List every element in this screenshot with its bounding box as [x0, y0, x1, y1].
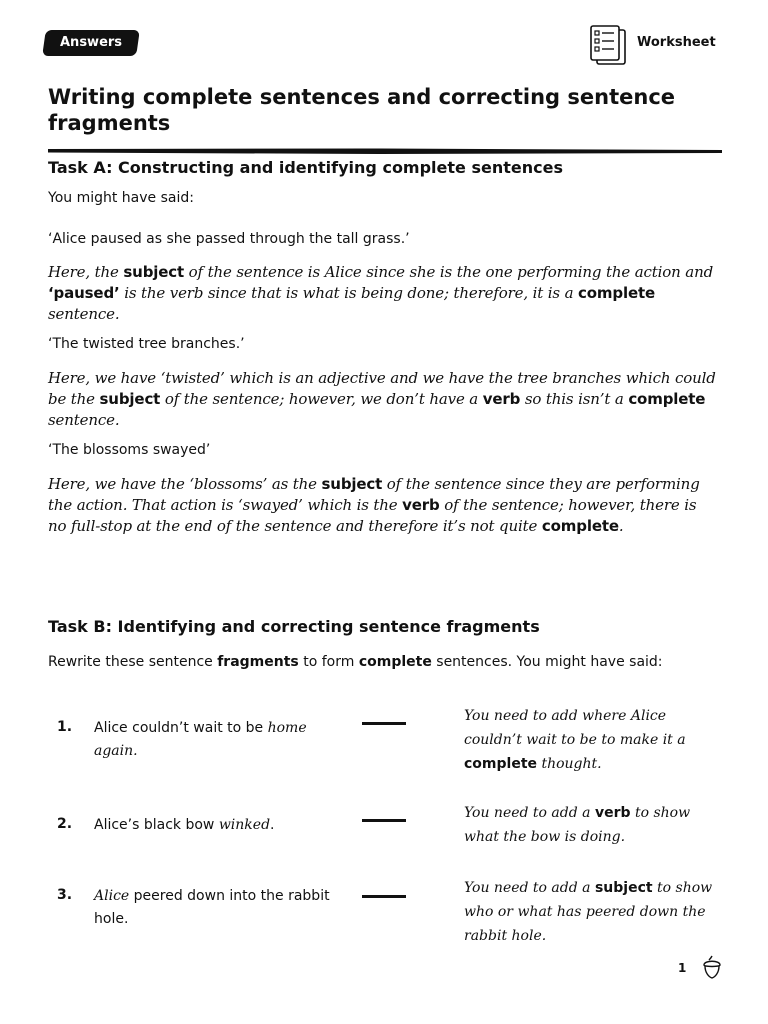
- dash-1: [362, 722, 406, 725]
- dash-3: [362, 895, 406, 898]
- item-number-3: 3.: [57, 887, 73, 903]
- fragment-item-2: Alice’s black bow winked.: [94, 817, 275, 833]
- page-title: Writing complete sentences and correcting sentence fragments: [48, 85, 676, 135]
- fragment-item-1: Alice couldn’t wait to be home again.: [94, 720, 307, 759]
- title-divider: [48, 146, 722, 156]
- page-number: 1: [678, 961, 687, 975]
- answers-badge: Answers: [42, 30, 140, 56]
- task-a-intro: You might have said:: [48, 190, 194, 206]
- item-number-2: 2.: [57, 816, 73, 832]
- worksheet-icon: [588, 24, 628, 66]
- item-number-1: 1.: [57, 719, 73, 735]
- example-explanation-2: Here, we have ‘twisted’ which is an adjective and we have the tree branches which could be the subject of the sentence; however, we don’t have a verb so this isn’t a complete sentence.: [48, 369, 716, 429]
- correction-note-1: You need to add where Alice couldn’t wait to be to make it a complete thought.: [464, 708, 686, 772]
- example-sentence-3: ‘The blossoms swayed’: [48, 442, 211, 458]
- acorn-icon: [701, 954, 723, 980]
- task-b-intro: Rewrite these sentence fragments to form complete sentences. You might have said:: [48, 654, 663, 670]
- dash-2: [362, 819, 406, 822]
- task-b-heading: Task B: Identifying and correcting sentence fragments: [48, 617, 540, 636]
- task-a-heading: Task A: Constructing and identifying complete sentences: [48, 158, 563, 177]
- correction-note-3: You need to add a subject to show who or what has peered down the rabbit hole.: [464, 880, 713, 944]
- example-explanation-1: Here, the subject of the sentence is Alice since she is the one performing the action and ‘paused’ is the verb since that is what is being done; therefore, it is a complete sentence.: [48, 263, 714, 323]
- example-sentence-2: ‘The twisted tree branches.’: [48, 336, 245, 352]
- fragment-item-3: Alice peered down into the rabbit hole.: [94, 888, 330, 927]
- correction-note-2: You need to add a verb to show what the bow is doing.: [464, 805, 691, 845]
- example-explanation-3: Here, we have the ‘blossoms’ as the subject of the sentence since they are performing the action. That action is ‘swayed’ which is the verb of the sentence; however, there is no full-stop at the end of the sentence and therefore it’s not quite complete.: [48, 475, 700, 535]
- worksheet-label: Worksheet: [637, 35, 716, 50]
- example-sentence-1: ‘Alice paused as she passed through the tall grass.’: [48, 231, 410, 247]
